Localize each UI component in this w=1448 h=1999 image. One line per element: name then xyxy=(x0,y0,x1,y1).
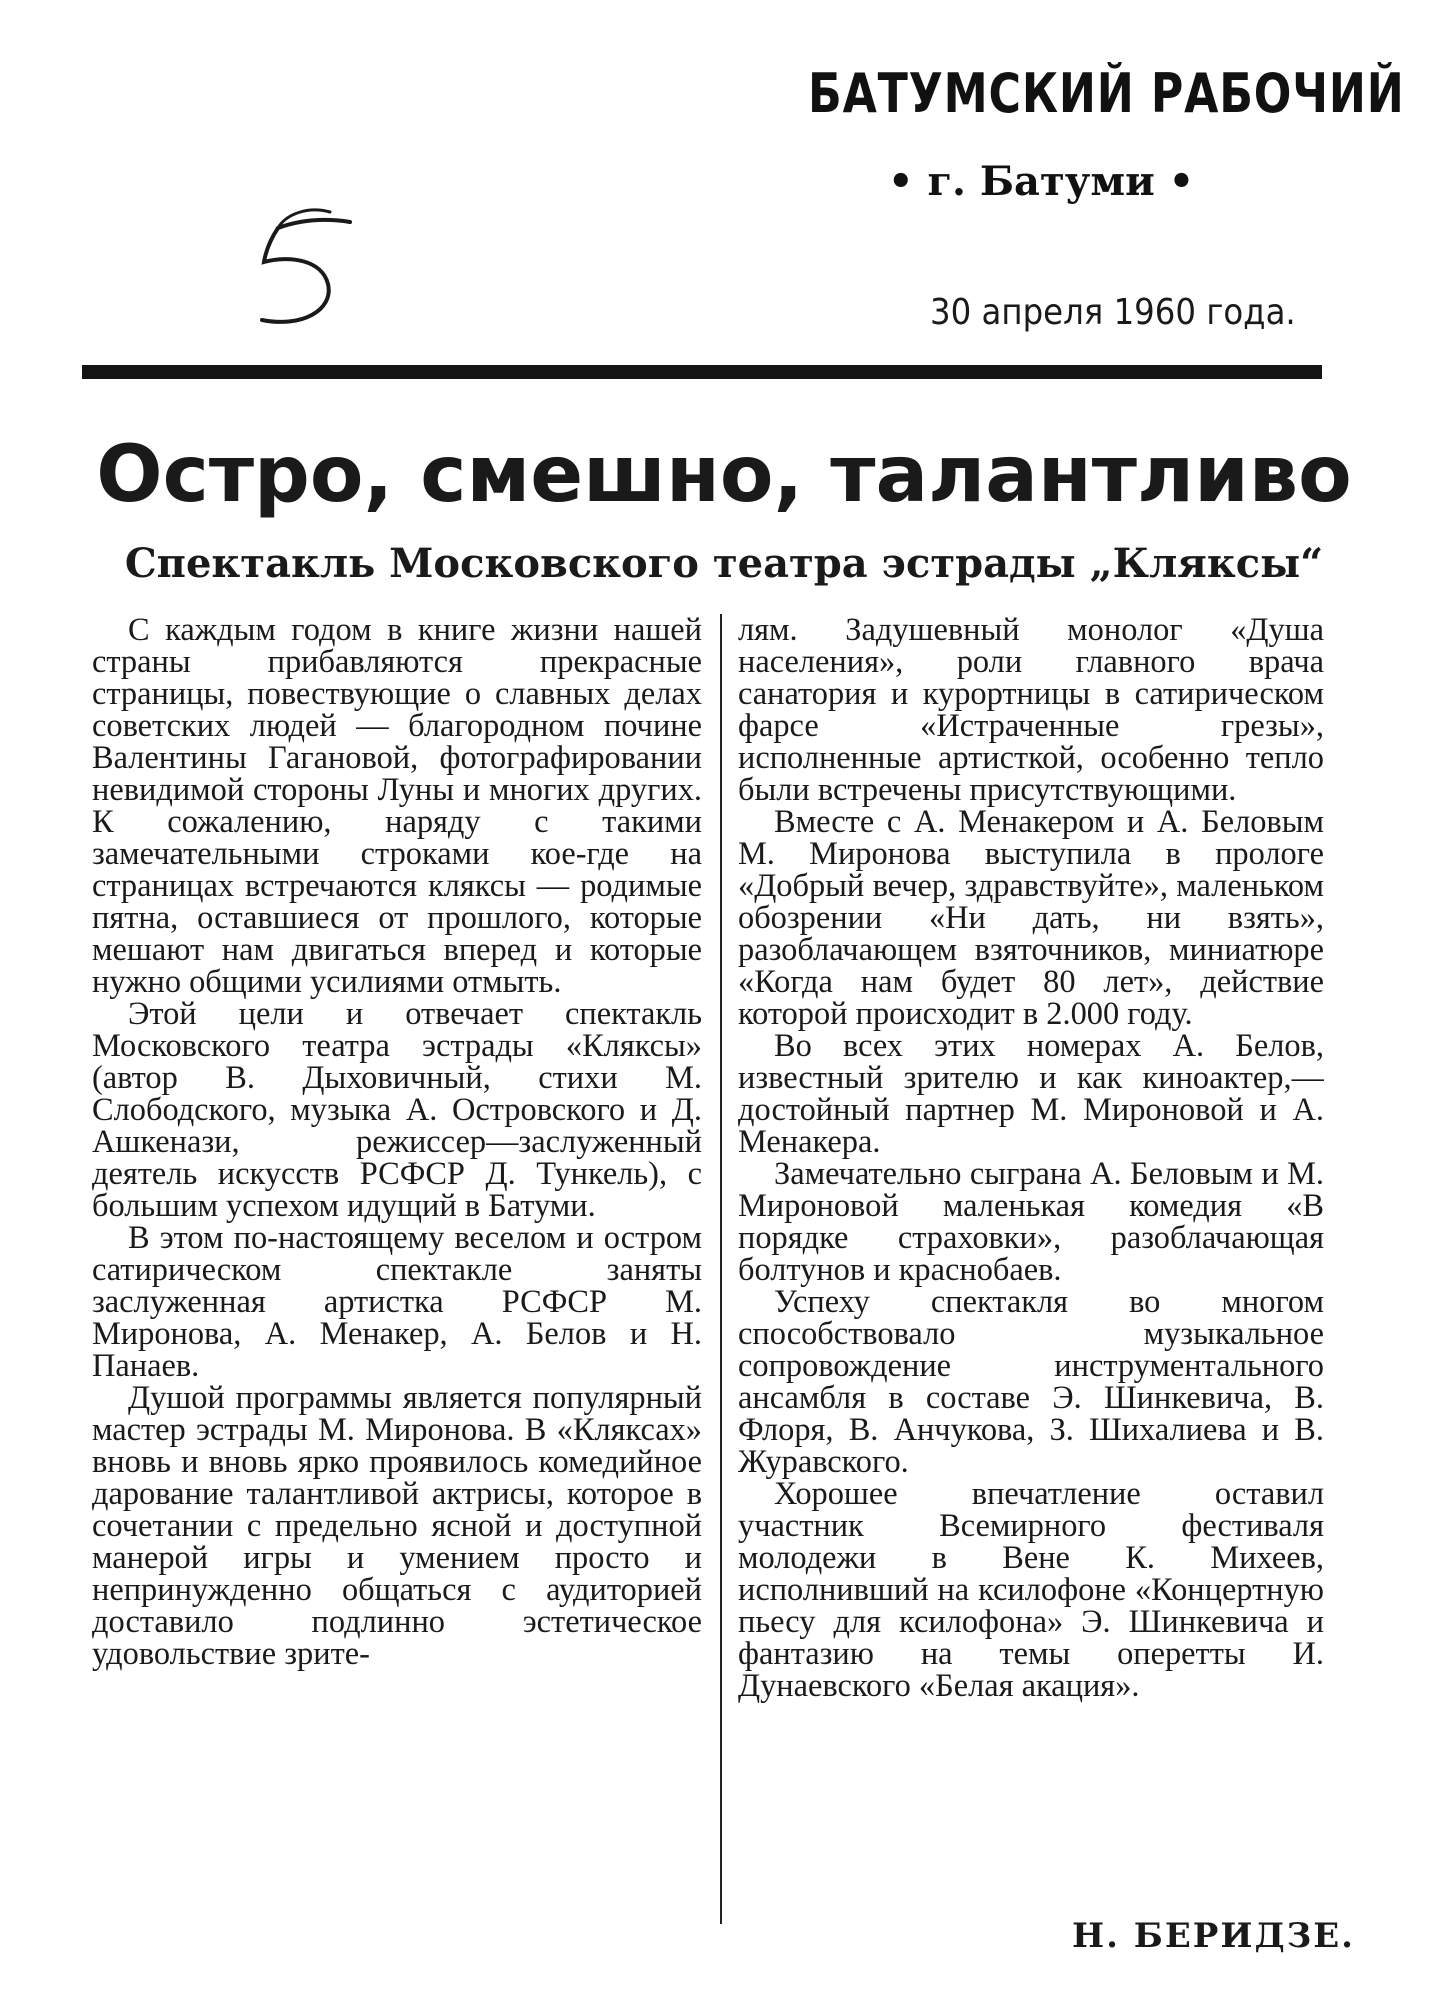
paragraph: С каждым годом в книге жизни нашей страны прибавляются прекрасные страницы, повествующие о славных делах советских людей — благородном почине Валентины Гагановой, фотографировании невидимой стороны Луны и многих других. К сожалению, наряду с такими замечательными строками кое-где на страницах встречаются кляксы — родимые пятна, оставшиеся от прошлого, которые мешают нам двигаться вперед и которые нужно общими усилиями отмыть. xyxy=(92,614,702,1000)
paragraph: Этой цели и отвечает спектакль Московского театра эстрады «Кляксы» (автор В. Дыховичный, стихи М. Слободского, музыка А. Островского и Д. Ашкенази, режиссер—заслуженный деятель искусств РСФСР Д. Тункель), с большим успехом идущий в Батуми. xyxy=(92,996,702,1224)
column-divider xyxy=(720,614,722,1924)
article-author: Н. БЕРИДЗЕ. xyxy=(1072,1916,1355,1956)
publication-date: 30 апреля 1960 года. xyxy=(930,292,1296,333)
header-rule xyxy=(82,365,1322,379)
paragraph: Вместе с А. Менакером и А. Беловым М. Миронова выступила в прологе «Добрый вечер, здравствуйте», маленьком обозрении «Ни дать, ни взять», разоблачающем взяточников, миниатюре «Когда нам будет 80 лет», действие которой происходит в 2.000 году. xyxy=(738,804,1324,1032)
paragraph: Замечательно сыграна А. Беловым и М. Мироновой маленькая комедия «В порядке страховки», разоблачающая болтунов и краснобаев. xyxy=(738,1156,1324,1288)
article-subheadline: Спектакль Московского театра эстрады „Кляксы“ xyxy=(124,540,1324,587)
article-column-left xyxy=(92,614,702,1924)
paragraph: Во всех этих номерах А. Белов, известный зрителю и как киноактер,—достойный партнер М. Мироновой и А. Менакера. xyxy=(738,1028,1324,1160)
paragraph: лям. Задушевный монолог «Душа населения», роли главного врача санатория и курортницы в сатирическом фарсе «Истраченные грезы», исполненные артисткой, особенно тепло были встречены присутствующими. xyxy=(738,614,1324,808)
paragraph: Душой программы является популярный мастер эстрады М. Миронова. В «Кляксах» вновь и вновь ярко проявилось комедийное дарование талантливой актрисы, которое в сочетании с предельно ясной и доступной манерой игры и умением просто и непринужденно общаться с аудиторией доставило подлинно эстетическое удовольствие зрите- xyxy=(92,1380,702,1672)
article-headline: Остро, смешно, талантливо xyxy=(96,430,1352,520)
paragraph: В этом по-настоящему веселом и остром сатирическом спектакле заняты заслуженная артистка РСФСР М. Миронова, А. Менакер, А. Белов и Н. Панаев. xyxy=(92,1220,702,1384)
newspaper-city: • г. Батуми • xyxy=(888,158,1195,205)
newspaper-title: БАТУМСКИЙ РАБОЧИЙ xyxy=(808,62,1405,125)
paragraph: Успеху спектакля во многом способствовало музыкальное сопровождение инструментального ансамбля в составе Э. Шинкевича, В. Флоря, В. Анчукова, З. Шихалиева и В. Журавского. xyxy=(738,1284,1324,1480)
handwritten-number-mark xyxy=(230,200,390,340)
paragraph: Хорошее впечатление оставил участник Всемирного фестиваля молодежи в Вене К. Михеев, исполнивший на ксилофоне «Концертную пьесу для ксилофона» Э. Шинкевича и фантазию на темы оперетты И. Дунаевского «Белая акация». xyxy=(738,1476,1324,1704)
article-column-right xyxy=(738,614,1324,1924)
